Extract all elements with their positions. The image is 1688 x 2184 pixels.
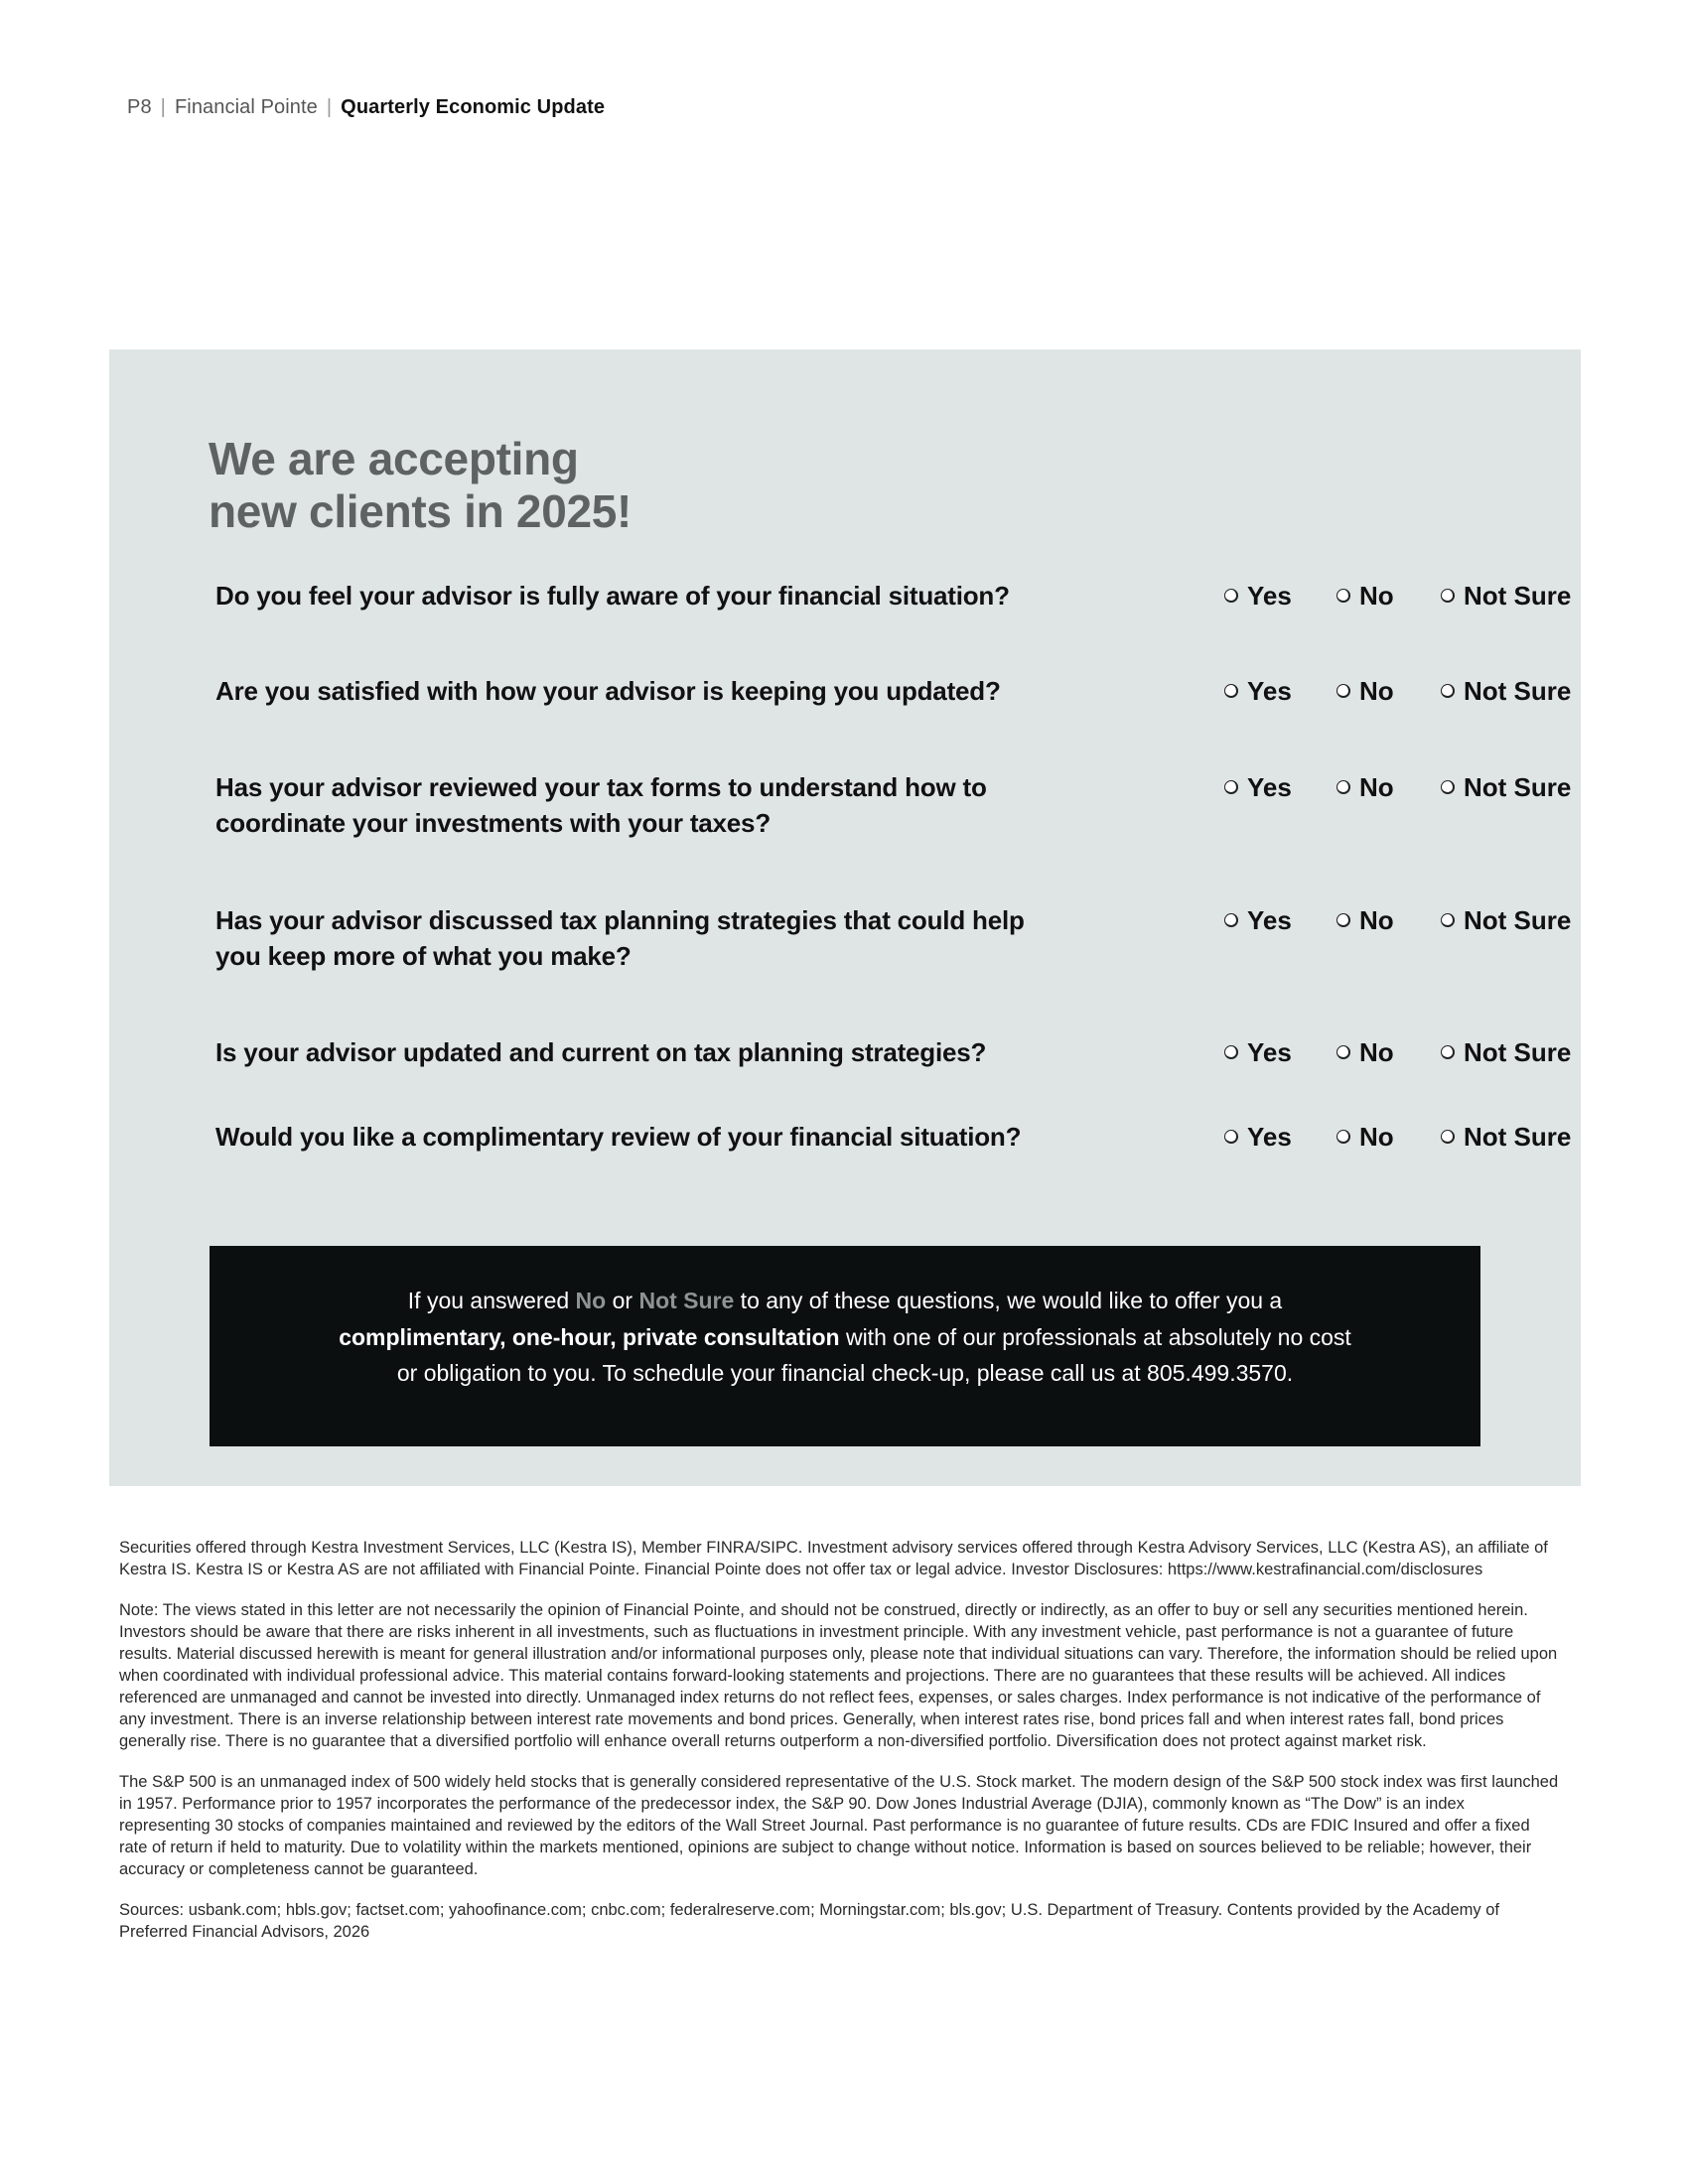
question-text	[215, 902, 1069, 974]
radio-icon[interactable]	[1336, 1130, 1350, 1144]
option-label: Yes	[1247, 1037, 1292, 1067]
option-label: No	[1359, 1122, 1394, 1152]
option-label: No	[1359, 772, 1394, 802]
question-line: Has your advisor reviewed your tax forms to understand how to	[215, 772, 987, 802]
consultation-callout	[210, 1246, 1480, 1446]
callout-segment: to any of these questions, we would like to offer you a	[734, 1288, 1283, 1313]
option-label: No	[1359, 581, 1394, 611]
option-not-sure[interactable]	[1441, 1034, 1571, 1070]
radio-icon[interactable]	[1441, 1130, 1455, 1144]
option-label: Yes	[1247, 581, 1292, 611]
option-label: Yes	[1247, 1122, 1292, 1152]
page-header	[127, 96, 605, 119]
option-label: Not Sure	[1464, 676, 1572, 706]
option-label: Not Sure	[1464, 581, 1572, 611]
question-text	[215, 578, 1069, 614]
option-not-sure[interactable]	[1441, 673, 1571, 709]
panel-title-line2: new clients in 2025!	[209, 485, 633, 537]
callout-segment: with one of our professionals at absolutely no cost	[839, 1323, 1351, 1350]
option-not-sure[interactable]	[1441, 1119, 1571, 1155]
callout-line1	[210, 1283, 1480, 1319]
question-line: Would you like a complimentary review of your financial situation?	[215, 1122, 1022, 1152]
radio-icon[interactable]	[1224, 780, 1238, 794]
header-separator: |	[160, 96, 166, 118]
answer-options	[1224, 769, 1582, 805]
radio-icon[interactable]	[1441, 684, 1455, 698]
client-survey-panel	[109, 349, 1581, 1486]
option-label: Not Sure	[1464, 1037, 1572, 1067]
answer-options	[1224, 578, 1582, 614]
radio-icon[interactable]	[1441, 780, 1455, 794]
publication-title: Quarterly Economic Update	[341, 96, 606, 118]
option-label: Not Sure	[1464, 1122, 1572, 1152]
radio-icon[interactable]	[1224, 684, 1238, 698]
option-no[interactable]	[1336, 673, 1394, 709]
option-no[interactable]	[1336, 1034, 1394, 1070]
callout-highlight-no: No	[575, 1288, 607, 1313]
note-disclaimer: Note: The views stated in this letter are not necessarily the opinion of Financial Pointe, and should not be construed, directly or indirectly, as an offer to buy or sell any securities mentioned herein. Investors should be aware that there are risks inherent in all investments, such as fluctuations in investment principle. With any investment vehicle, past performance is not a guarantee of future results. Material discussed herewith is meant for general illustration and/or informational purposes only, please note that individual situations can vary. Therefore, the information should be relied upon when coordinated with individual professional advice. This material contains forward-looking statements and projections. There are no guarantees that these results will be achieved. All indices referenced are unmanaged and cannot be invested into directly. Unmanaged index returns do not reflect fees, expenses, or sales charges. Index performance is not indicative of the performance of any investment. There is an inverse relationship between interest rate movements and bond prices. Generally, when interest rates rise, bond prices fall and when interest rates fall, bond prices generally rise. There is no guarantee that a diversified portfolio will enhance overall returns outperform a non-diversified portfolio. Diversification does not protect against market risk.	[119, 1601, 1558, 1750]
radio-icon[interactable]	[1441, 589, 1455, 603]
option-no[interactable]	[1336, 769, 1394, 805]
option-label: Yes	[1247, 772, 1292, 802]
index-disclaimer: The S&P 500 is an unmanaged index of 500 widely held stocks that is generally considered representative of the U.S. Stock market. The modern design of the S&P 500 stock index was first launched in 1957. Performance prior to 1957 incorporates the performance of the predecessor index, the S&P 90. Dow Jones Industrial Average (DJIA), commonly known as “The Dow” is an index representing 30 stocks of companies maintained and reviewed by the editors of the Wall Street Journal. Past performance is no guarantee of future results. CDs are FDIC Insured and offer a fixed rate of return if held to maturity. Due to volatility within the markets mentioned, opinions are subject to change without notice. Information is based on sources believed to be reliable; however, their accuracy or completeness cannot be guaranteed.	[119, 1773, 1559, 1878]
option-no[interactable]	[1336, 902, 1394, 938]
question-line: coordinate your investments with your taxes?	[215, 808, 771, 838]
radio-icon[interactable]	[1224, 913, 1238, 927]
option-yes[interactable]	[1224, 578, 1292, 614]
header-separator: |	[326, 96, 333, 118]
callout-segment: or	[606, 1288, 639, 1313]
company-name: Financial Pointe	[174, 96, 318, 118]
option-yes[interactable]	[1224, 1119, 1292, 1155]
option-not-sure[interactable]	[1441, 578, 1571, 614]
answer-options	[1224, 1034, 1582, 1070]
option-yes[interactable]	[1224, 902, 1292, 938]
radio-icon[interactable]	[1336, 1045, 1350, 1059]
radio-icon[interactable]	[1336, 684, 1350, 698]
question-line: Do you feel your advisor is fully aware of your financial situation?	[215, 581, 1010, 611]
question-text	[215, 673, 1069, 709]
callout-segment: If you answered	[407, 1288, 576, 1313]
callout-offer: complimentary, one-hour, private consultation	[339, 1323, 840, 1350]
radio-icon[interactable]	[1224, 1045, 1238, 1059]
question-line: Has your advisor discussed tax planning strategies that could help	[215, 905, 1025, 935]
radio-icon[interactable]	[1224, 1130, 1238, 1144]
callout-line3: or obligation to you. To schedule your financial check-up, please call us at 805.499.3570.	[396, 1360, 1294, 1386]
option-not-sure[interactable]	[1441, 902, 1571, 938]
option-yes[interactable]	[1224, 769, 1292, 805]
question-line: you keep more of what you make?	[215, 941, 632, 971]
option-label: Yes	[1247, 676, 1292, 706]
option-yes[interactable]	[1224, 673, 1292, 709]
option-label: Not Sure	[1464, 772, 1572, 802]
sources: Sources: usbank.com; hbls.gov; factset.com; yahoofinance.com; cnbc.com; federalreserve.com; Morningstar.com; bls.gov; U.S. Department of Treasury. Contents provided by the Academy of Preferred Financial Advisors, 2026	[119, 1901, 1500, 1941]
option-label: No	[1359, 1037, 1394, 1067]
option-not-sure[interactable]	[1441, 769, 1571, 805]
kestra-disclosure: Securities offered through Kestra Investment Services, LLC (Kestra IS), Member FINRA/SIPC. Investment advisory services offered through Kestra Advisory Services, LLC (Kestra AS), an affiliate of Kestra IS. Kestra IS or Kestra AS are not affiliated with Financial Pointe. Financial Pointe does not offer tax or legal advice. Investor Disclosures: https://www.kestrafinancial.com/disclosures	[119, 1539, 1548, 1578]
radio-icon[interactable]	[1441, 913, 1455, 927]
radio-icon[interactable]	[1336, 913, 1350, 927]
radio-icon[interactable]	[1336, 780, 1350, 794]
legal-disclosures	[119, 1537, 1559, 1962]
radio-icon[interactable]	[1224, 589, 1238, 603]
radio-icon[interactable]	[1441, 1045, 1455, 1059]
radio-icon[interactable]	[1336, 589, 1350, 603]
option-label: Yes	[1247, 905, 1292, 935]
panel-title-line1: We are accepting	[209, 433, 579, 484]
callout-text	[210, 1283, 1480, 1392]
option-yes[interactable]	[1224, 1034, 1292, 1070]
option-no[interactable]	[1336, 1119, 1394, 1155]
option-label: No	[1359, 676, 1394, 706]
option-label: No	[1359, 905, 1394, 935]
callout-line2	[210, 1319, 1480, 1356]
question-text	[215, 1034, 1069, 1070]
answer-options	[1224, 1119, 1582, 1155]
callout-highlight-not-sure: Not Sure	[638, 1288, 735, 1313]
question-text	[215, 1119, 1069, 1155]
option-no[interactable]	[1336, 578, 1394, 614]
question-line: Are you satisfied with how your advisor is keeping you updated?	[215, 676, 1001, 706]
question-text	[215, 769, 1069, 841]
question-line: Is your advisor updated and current on tax planning strategies?	[215, 1037, 987, 1067]
option-label: Not Sure	[1464, 905, 1572, 935]
panel-title	[209, 433, 632, 538]
answer-options	[1224, 673, 1582, 709]
page-number: P8	[127, 96, 152, 118]
answer-options	[1224, 902, 1582, 938]
